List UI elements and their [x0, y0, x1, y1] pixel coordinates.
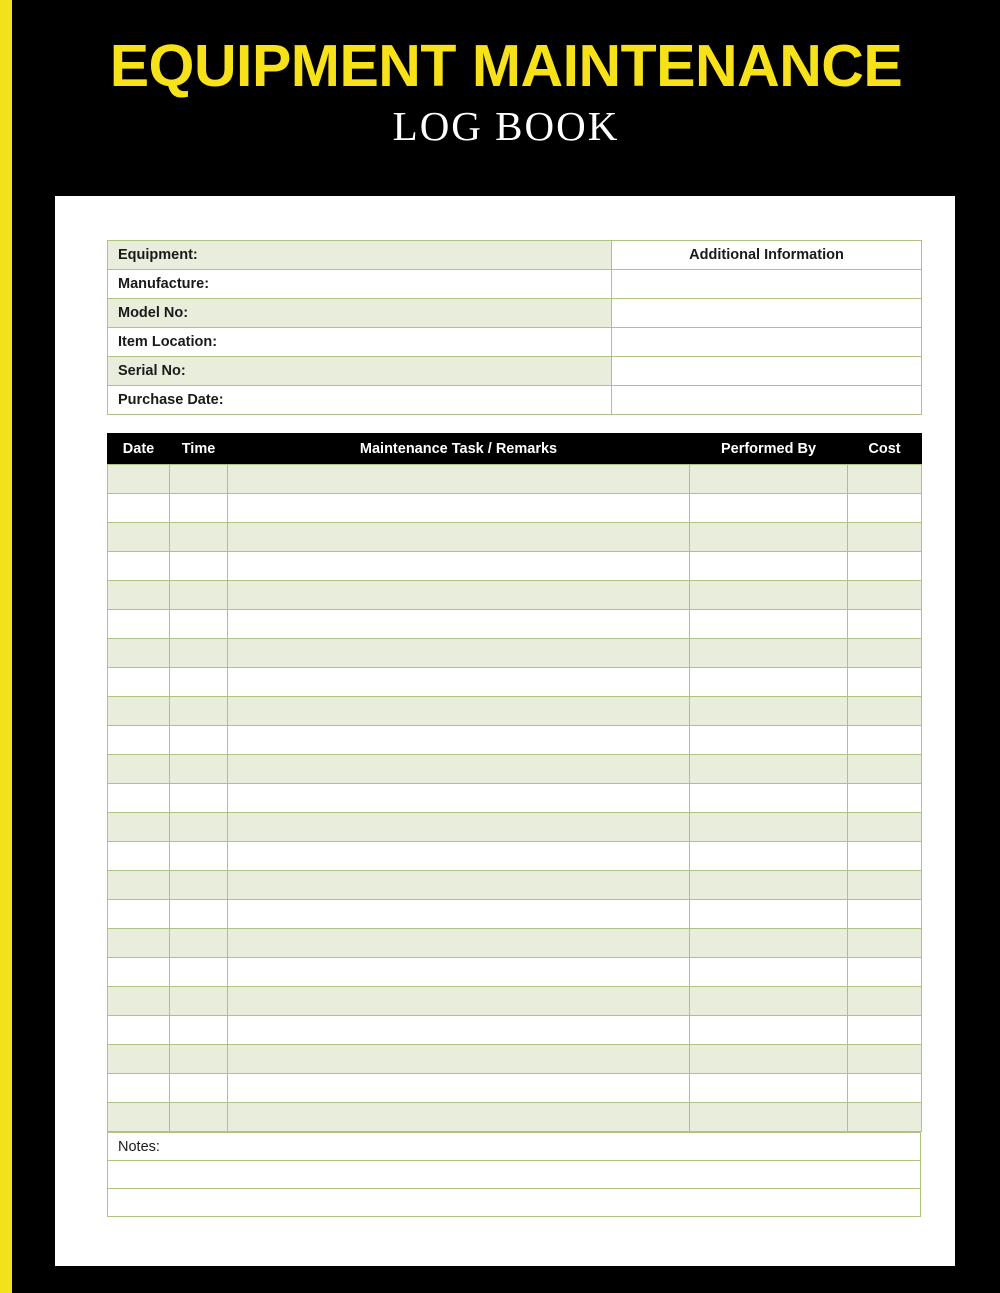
- log-cell-task[interactable]: [228, 987, 690, 1016]
- log-cell-date[interactable]: [108, 1045, 170, 1074]
- log-cell-cost[interactable]: [848, 465, 922, 494]
- log-cell-time[interactable]: [170, 813, 228, 842]
- log-cell-cost[interactable]: [848, 523, 922, 552]
- log-cell-task[interactable]: [228, 552, 690, 581]
- log-cell-performed-by[interactable]: [690, 639, 848, 668]
- table-row: [108, 552, 922, 581]
- log-cell-date[interactable]: [108, 697, 170, 726]
- log-cell-cost[interactable]: [848, 929, 922, 958]
- table-row: [108, 1016, 922, 1045]
- table-row: [108, 1074, 922, 1103]
- log-cell-date[interactable]: [108, 639, 170, 668]
- table-row: [108, 842, 922, 871]
- log-cell-task[interactable]: [228, 871, 690, 900]
- log-cell-task[interactable]: [228, 1074, 690, 1103]
- log-cell-cost[interactable]: [848, 639, 922, 668]
- table-row: [108, 1103, 922, 1132]
- log-cell-cost[interactable]: [848, 958, 922, 987]
- log-cell-performed-by[interactable]: [690, 900, 848, 929]
- table-row: [108, 929, 922, 958]
- log-cell-cost[interactable]: [848, 987, 922, 1016]
- log-cell-task[interactable]: [228, 726, 690, 755]
- info-value-field[interactable]: [612, 386, 922, 415]
- log-cell-performed-by[interactable]: [690, 581, 848, 610]
- log-cell-cost[interactable]: [848, 552, 922, 581]
- log-cell-performed-by[interactable]: [690, 552, 848, 581]
- info-row: [108, 241, 922, 270]
- log-cell-performed-by[interactable]: [690, 929, 848, 958]
- page-subtitle: LOG BOOK: [392, 103, 620, 150]
- cover-masthead: [12, 0, 1000, 196]
- notes-line[interactable]: [108, 1161, 921, 1189]
- log-cell-cost[interactable]: [848, 900, 922, 929]
- log-cell-cost[interactable]: [848, 1016, 922, 1045]
- log-cell-time[interactable]: [170, 494, 228, 523]
- log-cell-task[interactable]: [228, 639, 690, 668]
- log-cell-performed-by[interactable]: [690, 755, 848, 784]
- notes-label[interactable]: Notes:: [108, 1133, 921, 1161]
- log-cell-time[interactable]: [170, 900, 228, 929]
- log-cell-date[interactable]: [108, 871, 170, 900]
- equipment-info-table: [107, 240, 922, 415]
- table-row: [108, 668, 922, 697]
- log-column-header: Maintenance Task / Remarks: [228, 434, 690, 465]
- log-cell-task[interactable]: [228, 784, 690, 813]
- info-label: Model No:: [108, 299, 612, 328]
- log-cell-performed-by[interactable]: [690, 1103, 848, 1132]
- log-cell-performed-by[interactable]: [690, 842, 848, 871]
- info-label: Item Location:: [108, 328, 612, 357]
- form-content: [107, 240, 921, 1217]
- log-cell-performed-by[interactable]: [690, 668, 848, 697]
- table-row: [108, 958, 922, 987]
- log-cell-date[interactable]: [108, 610, 170, 639]
- table-row: [108, 900, 922, 929]
- log-cell-time[interactable]: [170, 1016, 228, 1045]
- notes-body: [108, 1133, 921, 1217]
- info-label: Purchase Date:: [108, 386, 612, 415]
- log-cell-date[interactable]: [108, 958, 170, 987]
- table-row: [108, 639, 922, 668]
- maintenance-log-table: [107, 433, 922, 1132]
- table-row: [108, 987, 922, 1016]
- log-cell-performed-by[interactable]: [690, 465, 848, 494]
- log-cell-time[interactable]: [170, 784, 228, 813]
- log-cell-cost[interactable]: [848, 726, 922, 755]
- notes-row: [108, 1161, 921, 1189]
- page-title: EQUIPMENT MAINTENANCE: [109, 33, 903, 99]
- table-row: [108, 755, 922, 784]
- log-column-header: Time: [170, 434, 228, 465]
- log-cell-performed-by[interactable]: [690, 987, 848, 1016]
- log-cell-task[interactable]: [228, 900, 690, 929]
- log-cell-cost[interactable]: [848, 610, 922, 639]
- log-cell-date[interactable]: [108, 1016, 170, 1045]
- form-page: [55, 196, 955, 1266]
- table-row: [108, 494, 922, 523]
- table-row: [108, 465, 922, 494]
- log-cell-task[interactable]: [228, 958, 690, 987]
- log-cell-cost[interactable]: [848, 871, 922, 900]
- log-cell-task[interactable]: [228, 610, 690, 639]
- log-cell-cost[interactable]: [848, 784, 922, 813]
- log-cell-time[interactable]: [170, 755, 228, 784]
- info-value-field[interactable]: [612, 270, 922, 299]
- log-column-header: Date: [108, 434, 170, 465]
- log-cell-cost[interactable]: [848, 755, 922, 784]
- log-cell-performed-by[interactable]: [690, 1016, 848, 1045]
- log-cell-date[interactable]: [108, 494, 170, 523]
- log-cell-task[interactable]: [228, 581, 690, 610]
- log-cell-performed-by[interactable]: [690, 784, 848, 813]
- log-cell-task[interactable]: [228, 668, 690, 697]
- log-cell-date[interactable]: [108, 987, 170, 1016]
- info-row: [108, 357, 922, 386]
- log-cell-date[interactable]: [108, 552, 170, 581]
- log-cell-task[interactable]: [228, 755, 690, 784]
- spine-stripe: [0, 0, 12, 1293]
- log-cell-time[interactable]: [170, 1103, 228, 1132]
- log-cell-time[interactable]: [170, 987, 228, 1016]
- log-cell-performed-by[interactable]: [690, 523, 848, 552]
- info-value-field[interactable]: [612, 299, 922, 328]
- notes-row: [108, 1189, 921, 1217]
- info-label: Manufacture:: [108, 270, 612, 299]
- log-column-header: Performed By: [690, 434, 848, 465]
- log-cell-time[interactable]: [170, 523, 228, 552]
- table-row: [108, 813, 922, 842]
- log-cell-cost[interactable]: [848, 1103, 922, 1132]
- log-cell-date[interactable]: [108, 842, 170, 871]
- log-cell-time[interactable]: [170, 871, 228, 900]
- log-cell-time[interactable]: [170, 726, 228, 755]
- log-cell-task[interactable]: [228, 465, 690, 494]
- log-cell-time[interactable]: [170, 465, 228, 494]
- log-cell-date[interactable]: [108, 900, 170, 929]
- table-row: [108, 784, 922, 813]
- log-cell-time[interactable]: [170, 668, 228, 697]
- log-cell-task[interactable]: [228, 1103, 690, 1132]
- log-cell-performed-by[interactable]: [690, 610, 848, 639]
- notes-row: [108, 1133, 921, 1161]
- log-cell-time[interactable]: [170, 1074, 228, 1103]
- log-cell-task[interactable]: [228, 523, 690, 552]
- log-cell-date[interactable]: [108, 581, 170, 610]
- log-cell-date[interactable]: [108, 755, 170, 784]
- log-cell-performed-by[interactable]: [690, 726, 848, 755]
- log-cell-date[interactable]: [108, 523, 170, 552]
- table-row: [108, 610, 922, 639]
- log-cell-time[interactable]: [170, 842, 228, 871]
- log-column-header: Cost: [848, 434, 922, 465]
- log-cell-time[interactable]: [170, 552, 228, 581]
- log-cell-time[interactable]: [170, 581, 228, 610]
- info-label: Equipment:: [108, 241, 612, 270]
- log-cell-cost[interactable]: [848, 494, 922, 523]
- log-cell-performed-by[interactable]: [690, 871, 848, 900]
- log-cell-performed-by[interactable]: [690, 1045, 848, 1074]
- log-table-header-row: [108, 434, 922, 465]
- table-row: [108, 581, 922, 610]
- log-cell-cost[interactable]: [848, 813, 922, 842]
- table-row: [108, 697, 922, 726]
- notes-line[interactable]: [108, 1189, 921, 1217]
- table-row: [108, 1045, 922, 1074]
- log-table-head: [108, 434, 922, 465]
- log-cell-cost[interactable]: [848, 1045, 922, 1074]
- log-cell-cost[interactable]: [848, 668, 922, 697]
- info-value-field[interactable]: [612, 328, 922, 357]
- info-row: [108, 386, 922, 415]
- info-label: Serial No:: [108, 357, 612, 386]
- log-cell-time[interactable]: [170, 1045, 228, 1074]
- equipment-info-body: [108, 241, 922, 415]
- log-cell-task[interactable]: [228, 842, 690, 871]
- log-cell-task[interactable]: [228, 1016, 690, 1045]
- notes-table: [107, 1132, 921, 1217]
- info-value-field[interactable]: [612, 357, 922, 386]
- log-cell-task[interactable]: [228, 697, 690, 726]
- log-cell-task[interactable]: [228, 494, 690, 523]
- log-cell-time[interactable]: [170, 639, 228, 668]
- log-cell-task[interactable]: [228, 813, 690, 842]
- table-row: [108, 871, 922, 900]
- log-cell-cost[interactable]: [848, 1074, 922, 1103]
- log-cell-date[interactable]: [108, 1103, 170, 1132]
- log-table-body: [108, 465, 922, 1132]
- log-cell-date[interactable]: [108, 813, 170, 842]
- log-cell-cost[interactable]: [848, 842, 922, 871]
- info-row: [108, 270, 922, 299]
- log-cell-task[interactable]: [228, 929, 690, 958]
- log-cell-performed-by[interactable]: [690, 697, 848, 726]
- log-cell-performed-by[interactable]: [690, 958, 848, 987]
- log-cell-date[interactable]: [108, 929, 170, 958]
- log-cell-date[interactable]: [108, 1074, 170, 1103]
- log-cell-time[interactable]: [170, 697, 228, 726]
- log-cell-task[interactable]: [228, 1045, 690, 1074]
- log-cell-time[interactable]: [170, 958, 228, 987]
- info-row: [108, 299, 922, 328]
- additional-information-header: Additional Information: [612, 241, 922, 270]
- log-cell-performed-by[interactable]: [690, 813, 848, 842]
- table-row: [108, 523, 922, 552]
- log-cell-cost[interactable]: [848, 581, 922, 610]
- log-cell-time[interactable]: [170, 610, 228, 639]
- log-cell-date[interactable]: [108, 726, 170, 755]
- log-cell-performed-by[interactable]: [690, 494, 848, 523]
- log-cell-time[interactable]: [170, 929, 228, 958]
- log-cell-date[interactable]: [108, 668, 170, 697]
- info-row: [108, 328, 922, 357]
- table-row: [108, 726, 922, 755]
- log-cell-cost[interactable]: [848, 697, 922, 726]
- log-cell-date[interactable]: [108, 465, 170, 494]
- log-cell-date[interactable]: [108, 784, 170, 813]
- log-cell-performed-by[interactable]: [690, 1074, 848, 1103]
